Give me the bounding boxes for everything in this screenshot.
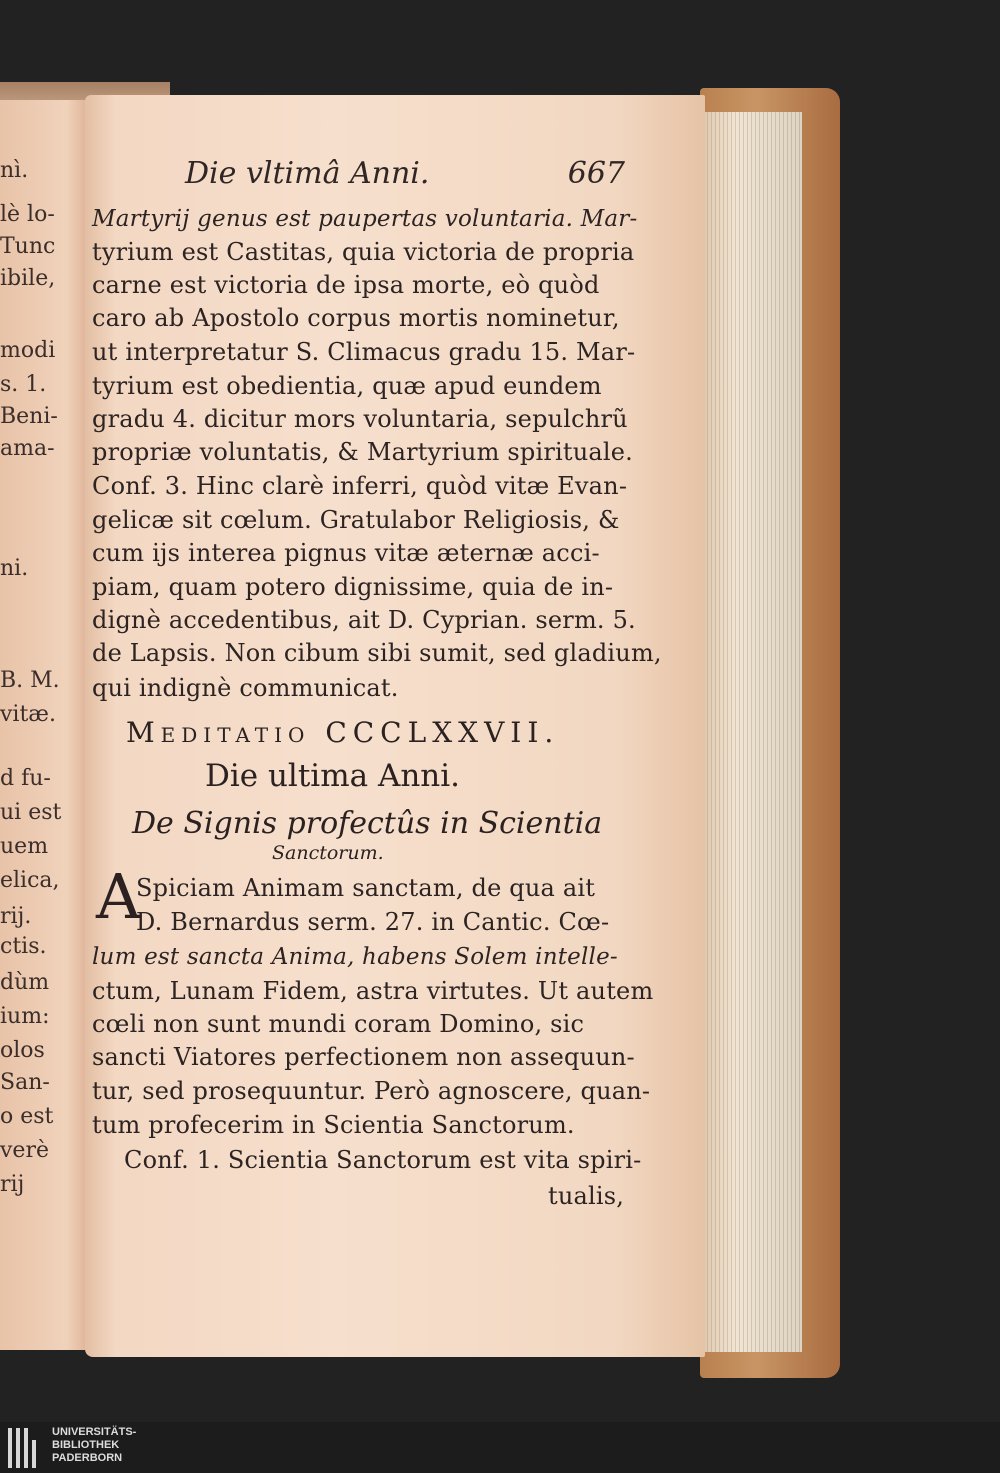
left-page-fragment: Tunc: [0, 234, 56, 259]
library-logo-text: [52, 1426, 136, 1465]
left-page-fragment: o est: [0, 1104, 54, 1129]
logo-line: PADERBORN: [52, 1452, 123, 1464]
left-page-fragment: nì.: [0, 158, 29, 183]
text-line: cum ijs interea pignus vitæ æternæ acci-: [92, 539, 600, 567]
section-title: De Signis profectûs in Scientia: [132, 806, 603, 841]
text-line: qui indignè communicat.: [92, 674, 399, 702]
day-title: Die ultima Anni.: [205, 758, 461, 794]
text-line: tyrium est obedientia, quæ apud eundem: [92, 372, 602, 400]
text-line: Conf. 1. Scientia Sanctorum est vita spiri-: [124, 1146, 642, 1174]
logo-line: BIBLIOTHEK: [52, 1439, 120, 1451]
left-page-fragment: ama-: [0, 436, 55, 461]
left-page-fragment: d fu-: [0, 766, 51, 791]
text-line: lum est sancta Anima, habens Solem intelle-: [92, 944, 618, 970]
left-page-fragment: rij.: [0, 904, 32, 929]
page-header: [185, 156, 625, 196]
left-page-fragment: modi: [0, 338, 56, 363]
left-page-fragment: ni.: [0, 556, 29, 581]
text-line: tur, sed prosequuntur. Però agnoscere, quan-: [92, 1077, 651, 1105]
left-page-fragment: B. M.: [0, 668, 60, 693]
text-line: sancti Viatores perfectionem non assequun-: [92, 1043, 635, 1071]
left-page-fragment: vitæ.: [0, 702, 56, 727]
text-line: ctum, Lunam Fidem, astra virtutes. Ut autem: [92, 977, 654, 1005]
text-line: dignè accedentibus, ait D. Cyprian. serm. 5.: [92, 606, 636, 634]
left-page-fragment: ibile,: [0, 266, 56, 291]
left-page-fragment: olos: [0, 1038, 45, 1063]
left-page-fragment: s. 1.: [0, 372, 47, 397]
text-line: caro ab Apostolo corpus mortis nominetur,: [92, 304, 620, 332]
text-line: cœli non sunt mundi coram Domino, sic: [92, 1010, 585, 1038]
text-line: propriæ voluntatis, & Martyrium spirituale.: [92, 438, 633, 466]
text-line: Martyrij genus est paupertas voluntaria. Mar-: [92, 206, 638, 232]
text-line: carne est victoria de ipsa morte, eò quòd: [92, 271, 600, 299]
left-page-fragment: verè: [0, 1138, 49, 1163]
section-title-continued: Sanctorum.: [272, 842, 384, 864]
left-page-fragment: Beni-: [0, 404, 58, 429]
text-line: D. Bernardus serm. 27. in Cantic. Cœ-: [136, 908, 610, 936]
left-page-fragment: ui est: [0, 800, 62, 825]
meditation-title: Meditatio CCCLXXVII.: [126, 716, 560, 749]
left-page-fragment: ctis.: [0, 934, 47, 959]
text-line: gelicæ sit cœlum. Gratulabor Religiosis, &: [92, 506, 620, 534]
text-line: tum profecerim in Scientia Sanctorum.: [92, 1111, 575, 1139]
text-line: gradu 4. dicitur mors voluntaria, sepulchrũ: [92, 405, 628, 433]
left-page-fragment: ium:: [0, 1004, 50, 1029]
running-head: Die vltimâ Anni.: [185, 156, 430, 191]
library-footer: [0, 1422, 1000, 1473]
text-line: piam, quam potero dignissime, quia de in-: [92, 573, 614, 601]
text-line: de Lapsis. Non cibum sibi sumit, sed gladium,: [92, 639, 662, 667]
text-line: Spiciam Animam sanctam, de qua ait: [136, 874, 596, 902]
logo-line: UNIVERSITÄTS-: [52, 1426, 137, 1438]
left-page: [0, 100, 95, 1350]
page-number: 667: [567, 156, 625, 191]
page-edges: [692, 112, 802, 1352]
text-line: tyrium est Castitas, quia victoria de propria: [92, 238, 635, 266]
left-page-fragment: San-: [0, 1070, 50, 1095]
left-page-fragment: uem: [0, 834, 49, 859]
drop-capital: A: [96, 860, 141, 933]
library-logo-icon: [8, 1428, 44, 1468]
text-line: Conf. 3. Hinc clarè inferri, quòd vitæ Evan-: [92, 472, 628, 500]
left-page-fragment: elica,: [0, 868, 60, 893]
text-line: ut interpretatur S. Climacus gradu 15. Mar-: [92, 338, 636, 366]
left-page-fragment: rij: [0, 1172, 25, 1197]
left-page-fragment: lè lo-: [0, 202, 55, 227]
catchword: tualis,: [548, 1182, 625, 1210]
left-page-fragment: dùm: [0, 970, 50, 995]
